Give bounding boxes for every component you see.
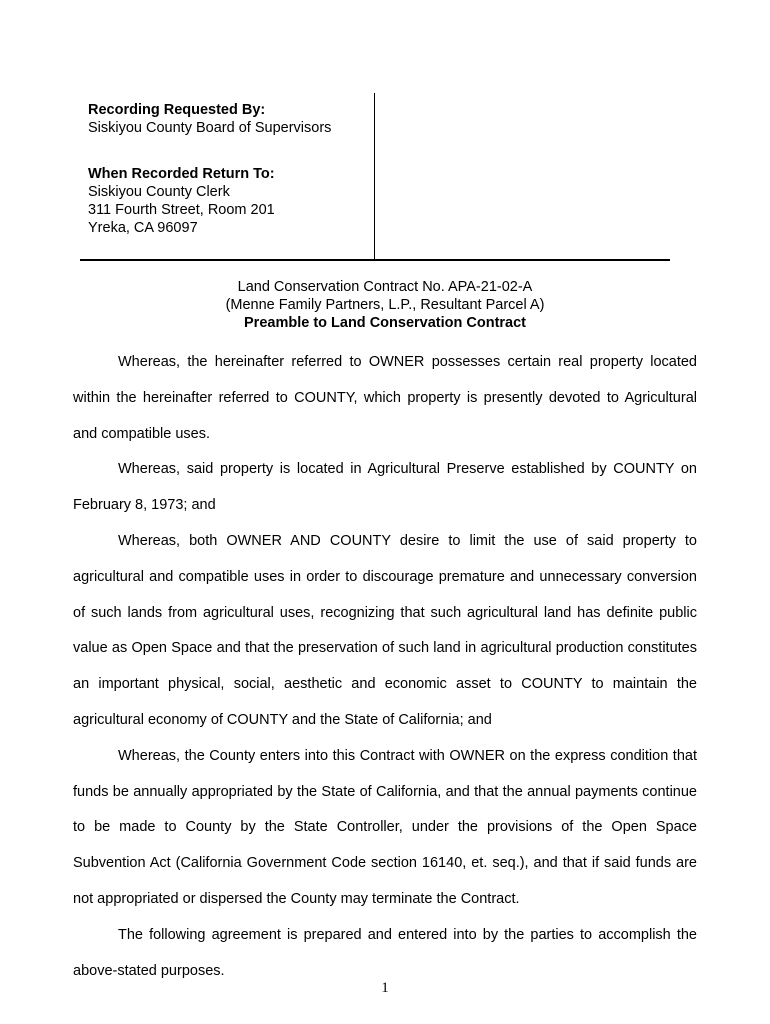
vertical-divider (374, 93, 375, 259)
recording-info-block (88, 101, 368, 237)
contract-number-title: Land Conservation Contract No. APA-21-02-A (237, 279, 533, 295)
document-body (73, 345, 697, 989)
body-paragraph: The following agreement is prepared and entered into by the parties to accomplish the above-stated purposes. (73, 926, 697, 979)
body-paragraph: Whereas, said property is located in Agricultural Preserve established by COUNTY on February 8, 1973; and (73, 461, 697, 514)
contract-party-subtitle: (Menne Family Partners, L.P., Resultant Parcel A) (225, 297, 545, 313)
preamble-heading: Preamble to Land Conservation Contract (244, 315, 526, 331)
recording-requested-label: Recording Requested By: (88, 102, 266, 118)
return-to-label: When Recorded Return To: (88, 166, 275, 182)
recording-requested-value: Siskiyou County Board of Supervisors (88, 120, 332, 136)
body-paragraph: Whereas, both OWNER AND COUNTY desire to limit the use of said property to agricultural and compatible uses in order to discourage premature and unnecessary conversion of such lands from agricultural uses, recognizing that such agricultural land has definite public value as Open Space and that the preservation of such land in agricultural production constitutes an important physical, social, aesthetic and economic asset to COUNTY to maintain the agricultural economy of COUNTY and the State of California; and (73, 532, 697, 728)
spacer (88, 137, 368, 165)
return-to-line: 311 Fourth Street, Room 201 (88, 202, 275, 218)
page-number: 1 (381, 980, 389, 996)
horizontal-divider (80, 259, 670, 261)
document-title-block (0, 278, 770, 332)
return-to-line: Yreka, CA 96097 (88, 220, 198, 236)
return-to-line: Siskiyou County Clerk (88, 184, 230, 200)
body-paragraph: Whereas, the hereinafter referred to OWNER possesses certain real property located within the hereinafter referred to COUNTY, which property is presently devoted to Agricultural and compatible uses. (73, 354, 697, 442)
body-paragraph: Whereas, the County enters into this Contract with OWNER on the express condition that funds be annually appropriated by the State of California, and that the annual payments continue to be made to County by the State Controller, under the provisions of the Open Space Subvention Act (California Government Code section 16140, et. seq.), and that if said funds are not appropriated or dispersed the County may terminate the Contract. (73, 747, 697, 907)
